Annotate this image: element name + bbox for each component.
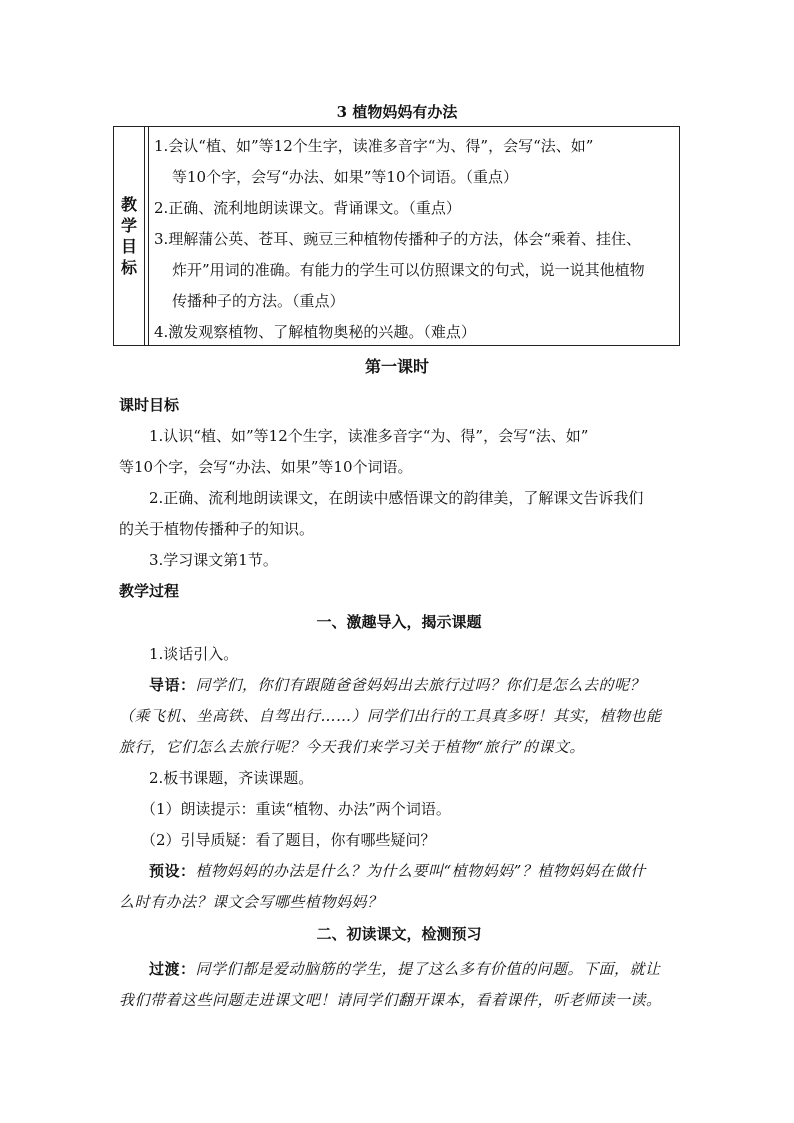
- goal-item-3: 3.理解蒲公英、苍耳、豌豆三种植物传播种子的方法，体会“乘着、挂住、 炸开”用词的准确。有能力的学生可以仿照课文的句式，说一说其他植物 传播种子的方法。（重点）: [154, 230, 645, 310]
- preset-label: 预设：: [149, 862, 196, 880]
- guide-paragraph: 导语：同学们，你们有跟随爸爸妈妈出去旅行过吗？你们是怎么去的呢？: [149, 676, 646, 694]
- lesson-goal-2-cont: 的关于植物传播种子的知识。: [119, 520, 315, 538]
- preset-line-2: 么时有办法？课文会写哪些植物妈妈？: [119, 893, 383, 911]
- lesson-title: 第一课时: [364, 357, 429, 376]
- guide-line-2: （乘飞机、坐高铁、自驾出行……）同学们出行的工具真多呀！其实，植物也能: [119, 707, 662, 725]
- lesson-goals-label: 课时目标: [119, 396, 180, 414]
- guide-label: 导语：: [149, 676, 196, 694]
- lesson-goals-block: [119, 390, 679, 607]
- lesson-goal-1: 1.认识“植、如”等12个生字，读准多音字“为、得”，会写“法、如”: [149, 427, 589, 445]
- lesson-goal-3: 3.学习课文第1节。: [149, 551, 278, 569]
- document-title: 3 植物妈妈有办法: [336, 103, 458, 121]
- transition-line-2: 我们带着这些问题走进课文吧！请同学们翻开课本，看着课件，听老师读一读。: [119, 991, 662, 1009]
- section-1-title: 一、激趣导入，揭示课题: [316, 613, 482, 631]
- goal-item-2: 2.正确、流利地朗读课文。背诵课文。（重点）: [154, 199, 461, 217]
- section-2-body: [119, 954, 679, 1016]
- goals-header-cell: [114, 127, 145, 345]
- section-1-body: [119, 639, 679, 918]
- guide-line-3: 旅行，它们怎么去旅行呢？今天我们来学习关于植物“旅行”的课文。: [119, 738, 585, 756]
- section-1-item-1: 1.谈话引入。: [149, 645, 239, 663]
- goals-list: [149, 127, 679, 345]
- goals-header-label: 教学目标: [121, 195, 138, 277]
- transition-label: 过渡：: [149, 960, 196, 978]
- transition-paragraph: 过渡：同学们都是爱动脑筋的学生，提了这么多有价值的问题。下面，就让: [149, 960, 661, 978]
- process-label: 教学过程: [119, 582, 180, 600]
- section-2-title: 二、初读课文，检测预习: [316, 925, 482, 943]
- section-1-sub-2: （2）引导质疑：看了题目，你有哪些疑问？: [141, 831, 436, 849]
- goal-item-1: 1.会认“植、如”等12个生字，读准多音字“为、得”，会写“法、如” 等10个字，会写“办法、如果”等10个词语。（重点）: [154, 137, 594, 186]
- goal-item-4: 4.激发观察植物、了解植物奥秘的兴趣。（难点）: [154, 323, 476, 341]
- section-1-sub-1: （1）朗读提示：重读“植物、办法”两个词语。: [141, 800, 451, 818]
- teaching-goals-table: [113, 126, 680, 346]
- preset-paragraph: 预设：植物妈妈的办法是什么？为什么要叫“植物妈妈”？植物妈妈在做什: [149, 862, 646, 880]
- section-1-item-2: 2.板书课题，齐读课题。: [149, 769, 314, 787]
- lesson-goal-2: 2.正确、流利地朗读课文，在朗读中感悟课文的韵律美，了解课文告诉我们: [149, 489, 644, 507]
- lesson-goal-1-cont: 等10个字，会写“办法、如果”等10个词语。: [119, 458, 413, 476]
